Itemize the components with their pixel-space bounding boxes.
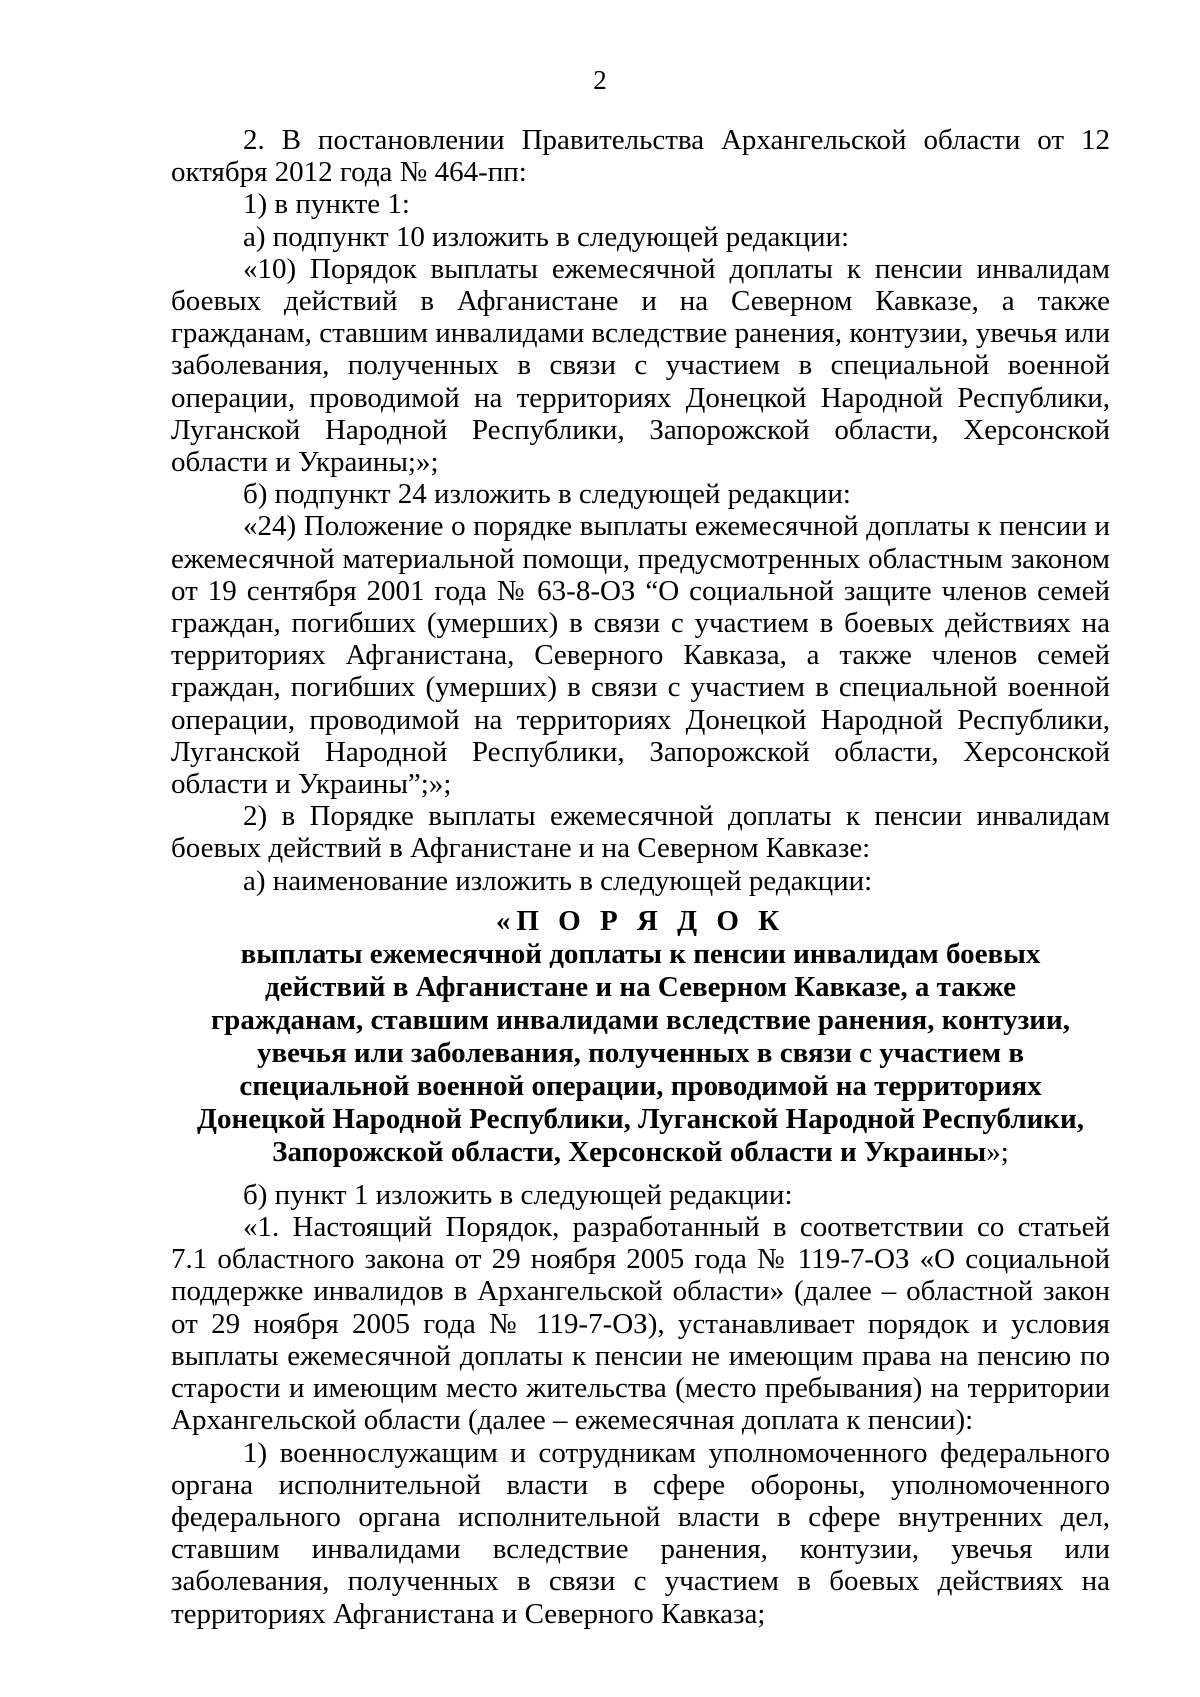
paragraph-item-2: 2) в Порядке выплаты ежемесячной доплаты к пенсии инвалидам боевых действий в Афганистане и на Северном Кавказе: [171,800,1110,865]
order-heading-title: «П О Р Я Д О К [495,904,786,937]
order-heading-body [171,938,1110,1169]
paragraph-subitem-24-text: «24) Положение о порядке выплаты ежемесячной доплаты к пенсии и ежемесячной материальной помощи, предусмотренных областным законом от 19 сентября 2001 года № 63-8-ОЗ “О социальной защите членов семей граждан, погибших (умерших) в связи с участием в боевых действиях на территориях Афганистана, Северного Кавказа, а также членов семей граждан, погибших (умерших) в связи с участием в специальной военной операции, проводимой на территориях Донецкой Народной Республики, Луганской Народной Республики, Запорожской области, Херсонской области и Украины”;»; [171,510,1110,801]
paragraph-name-change: а) наименование изложить в следующей редакции: [243,864,873,897]
document-body [171,124,1110,1630]
page-number: 2 [593,65,607,95]
paragraph-subitem-10-text: «10) Порядок выплаты ежемесячной доплаты к пенсии инвалидам боевых действий в Афганистане и на Северном Кавказе, а также гражданам, ставшим инвалидами вследствие ранения, контузии, увечья или заболевания, полученных в связи с участием в специальной военной операции, проводимой на территориях Донецкой Народной Республики, Луганской Народной Республики, Запорожской области, Херсонской области и Украины;»; [171,252,1110,479]
paragraph-item-1-text: «1. Настоящий Порядок, разработанный в соответствии со статьей 7.1 областного закона от 29 ноября 2005 года № 119-7-ОЗ «О социальной поддержке инвалидов в Архангельской области» (далее – областной закон от 29 ноября 2005 года № 119-7-ОЗ), устанавливает порядок и условия выплаты ежемесячной доплаты к пенсии не имеющим права на пенсию по старости и имеющим место жительства (место пребывания) на территории Архангельской области (далее – ежемесячная доплата к пенсии): [171,1211,1110,1437]
order-heading [171,905,1110,1169]
order-heading-text: выплаты ежемесячной доплаты к пенсии инвалидам боевых действий в Афганистане и на Северном Кавказе, а также гражданам, ставшим инвалидами вследствие ранения, контузии, увечья или заболевания, полученных в связи с участием в специальной военной операции, проводимой на территориях Донецкой Народной Республики, Луганской Народной Республики, Запорожской области, Херсонской области и Украины [197,937,1084,1168]
paragraph-subitem-a: а) подпункт 10 изложить в следующей редакции: [243,220,850,253]
paragraph-item-1: 1) в пункте 1: [243,188,410,221]
order-heading-closing: »; [986,1135,1009,1168]
paragraph-resolution-intro: 2. В постановлении Правительства Архангельской области от 12 октября 2012 года № 464-пп: [171,124,1110,189]
paragraph-subitem-1-text: 1) военнослужащим и сотрудникам уполномоченного федерального органа исполнительной власти в сфере обороны, уполномоченного федерального органа исполнительной власти в сфере внутренних дел, ставшим инвалидами вследствие ранения, контузии, увечья или заболевания, полученных в связи с участием в боевых действиях на территориях Афганистана и Северного Кавказа; [171,1436,1110,1630]
paragraph-item-1-change: б) пункт 1 изложить в следующей редакции: [243,1178,793,1211]
paragraph-subitem-b: б) подпункт 24 изложить в следующей редакции: [243,478,851,511]
